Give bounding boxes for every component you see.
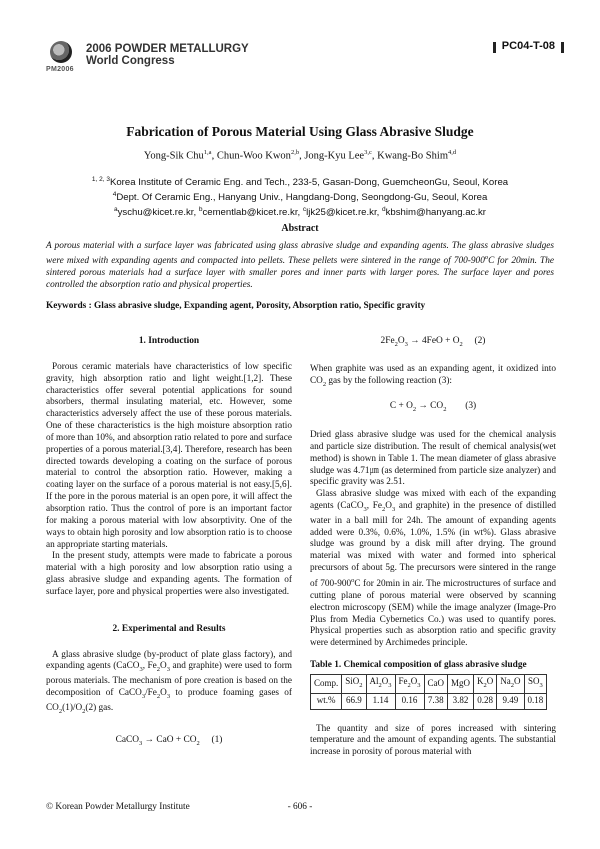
experimental-paragraph-2: When graphite was used as an expanding agent, it oxidized into $CO_2$ gas by the following reaction (3): [310, 363, 556, 388]
table-cell: 1.14 [366, 693, 395, 709]
email-link[interactable]: ljk25@kicet.re.kr [306, 207, 377, 219]
abstract-text [46, 240, 554, 291]
abstract-part: C for 20min. The sintered porous materials had a surface layer with smaller pores and inner parts with larger pores. The surface layer and pores controlled the absorption ratio and physical properties. [46, 256, 554, 291]
right-column [310, 336, 556, 759]
experimental-paragraph-4: Glass abrasive sludge was mixed with each of the expanding agents (CaCO$_3$, $Fe_2O_3$ and graphite) in the presence of distilled water in a ball mill for 24h. The amount of expanding agents added were 0.3%, 0.6%, 1.0%, 1.5% (in wt%). Glass abrasive sludge was ground by a disk mill after drying. The ground material was mixed with water and formed into spherical precursors of about 5g. The precursors were sintered in the range of 700-900$^o$C for 20min in air. The microstructures of surface and cutting plane of porous material were observed by scanning electron microscopy (SEM) while the image analyzer (Image-Pro Plus from Media Cybernetics Co.) was used to quantify pores. Physical properties such as absorption ratio and specific gravity were determined by Archimedes principle. [310, 489, 556, 649]
table-cell: SiO$_2$ [342, 674, 366, 693]
author-sup: 3,c [364, 149, 372, 156]
table-cell: 0.28 [474, 693, 497, 709]
author-sup: 4,d [447, 149, 457, 156]
experimental-paragraph-3: Dried glass abrasive sludge was used for the chemical analysis and particle size distribution. The result of chemical analysis(wet method) is shown in Table 1. The mean diameter of glass abrasive sludge was 4.71㎛ (as determined from particle size analyzer) and specific gravity was 2.51. [310, 429, 557, 488]
table-cell: 7.38 [424, 693, 448, 709]
equation-1: CaCO$_3$ → CaO + $CO_2$ (1) [115, 735, 223, 748]
affil-sup: 4 [112, 191, 117, 199]
author-sup: 1,a [203, 149, 212, 156]
email-link[interactable]: kbshim@hanyang.ac.kr [385, 207, 486, 219]
chemical-composition-table [310, 674, 547, 710]
abstract-heading: Abstract [281, 223, 319, 234]
table-cell: wt.% [311, 693, 342, 709]
email-line: $^a$yschu@kicet.re.kr, $^b$cementlab@kicet.re.kr, $^c$ljk25@kicet.re.kr, $^d$kbshim@hanyang.ac.kr [113, 206, 486, 219]
email-sup: a [113, 206, 118, 214]
intro-paragraph-2: In the present study, attempts were made to fabricate a porous material with a high porosity and low absorption ratio using a glass abrasive sludge and expanding agents. The formation of surface layer, pore and physical properties were also investigated. [46, 551, 292, 597]
conference-line-2: World Congress [86, 55, 175, 67]
degree-sup: o [484, 254, 489, 262]
section-heading-intro: 1. Introduction [138, 336, 200, 346]
author-name: Kwang-Bo Shim [377, 150, 448, 162]
table-cell: $SO_3$ [524, 674, 547, 693]
author-sup: 2,b [290, 149, 300, 156]
affiliations [0, 174, 600, 220]
table-cell: $Na_2O$ [497, 674, 524, 693]
pm2006-logo-icon [50, 41, 72, 63]
experimental-paragraph-5: The quantity and size of pores increased with sintering temperature and the amount of expanding agents. The substantial increase in porosity of porous material with [310, 723, 556, 758]
paper-code: PC04-T-08 [501, 40, 555, 52]
abstract-part: A porous material with a surface layer was fabricated using glass abrasive sludge and expanding agents. The glass abrasive sludges were mixed with expanding agents and compacted into pellets. These pellets were sintered in the range of 700-900 [46, 241, 554, 267]
affiliation-line [0, 189, 600, 204]
logo-text: PM2006 [46, 66, 74, 73]
author-name: Yong-Sik Chu [143, 150, 204, 162]
table-row [311, 674, 547, 693]
table-cell: 9.49 [497, 693, 524, 709]
affil-sup: 1, 2, 3 [91, 176, 110, 183]
intro-paragraph-1: Porous ceramic materials have characteristics of low specific gravity, high absorption ratio and light weight.[1,2]. These characteristics offer several potential applications for sound absorbers, thermal insulating material, etc. However, some characteristics adversely affect the use of these porous materials. One of these characteristics is the high moisture absorption ratio of more than 10%, and absorption ratio related to pore and surface properties of a porous material.[3,4]. Therefore, research has been directed towards developing a coating on the surface of porous material to control the absorption ratio. However, making a coating layer on the surface of a porous material is not easy.[5,6]. If the pore in the porous material is an open pore, it will affect the absorption ratio. Thus the control of pore is an important factor for making a porous material with low absorptivity. One of the ways to obtain high porosity and low absorption ratio is to choose an appropriate starting materials. [46, 361, 292, 550]
left-column [46, 336, 292, 750]
table-cell: MgO [448, 674, 474, 693]
author-list: Yong-Sik Chu$^{1,a}$, Chun-Woo Kwon$^{2,b}$, Jong-Kyu Lee$^{3,c}$, Kwang-Bo Shim$^{4,d}$ [143, 149, 457, 162]
copyright-notice: © Korean Powder Metallurgy Institute [46, 802, 190, 812]
table-cell: 0.18 [524, 693, 547, 709]
conference-line-1: 2006 POWDER METALLURGY [86, 43, 249, 55]
email-sup: b [198, 206, 203, 214]
paper-title: Fabrication of Porous Material Using Glass Abrasive Sludge [126, 124, 474, 139]
affiliation-text: Dept. Of Ceramic Eng., Hanyang Univ., Hangdang-Dong, Seongdong-Gu, Seoul, Korea [116, 192, 488, 204]
author-name: Jong-Kyu Lee [304, 150, 365, 162]
table-cell: CaO [424, 674, 448, 693]
page-number: - 606 - [287, 802, 313, 812]
keywords: Keywords : Glass abrasive sludge, Expanding agent, Porosity, Absorption ratio, Specific gravity [46, 301, 426, 311]
email-link[interactable]: cementlab@kicet.re.kr [202, 207, 298, 219]
table-caption: Table 1. Chemical composition of glass abrasive sludge [310, 660, 527, 671]
equation-2: $2Fe_2O_3 \to 4FeO + O_2$ (2) [380, 336, 486, 348]
table-cell: $K_2O$ [474, 674, 497, 693]
table-cell: Comp. [311, 674, 342, 693]
table-cell: 66.9 [342, 693, 366, 709]
email-link[interactable]: yschu@kicet.re.kr [117, 207, 194, 219]
conference-name [86, 43, 249, 67]
table-cell: $Fe_2O_3$ [395, 674, 424, 693]
section-heading-experimental: 2. Experimental and Results [112, 623, 226, 634]
author-name: Chun-Woo Kwon [216, 150, 291, 162]
equation-3: $C + O_2 \to CO_2$ (3) [389, 401, 477, 414]
email-sup: d [381, 206, 386, 214]
email-sup: c [302, 206, 307, 214]
table-cell: 3.82 [448, 693, 474, 709]
table-row [311, 693, 547, 709]
table-cell: 0.16 [395, 693, 424, 709]
experimental-paragraph-1: A glass abrasive sludge (by-product of plate glass factory), and expanding agents (CaCO$_3$, $Fe_2O_3$ and graphite) were used to form porous materials. The mechanism of pore creation is based on the decomposition of $CaCO_3/Fe_2O_3$ to produce foaming gases of $CO_2(1)/O_2(2)$ gas. [46, 649, 293, 715]
affiliation-line [0, 174, 600, 189]
table-cell: $Al_2O_3$ [366, 674, 395, 693]
affiliation-text: Korea Institute of Ceramic Eng. and Tech., 233-5, Gasan-Dong, GuemcheonGu, Seoul, Korea [109, 177, 509, 189]
